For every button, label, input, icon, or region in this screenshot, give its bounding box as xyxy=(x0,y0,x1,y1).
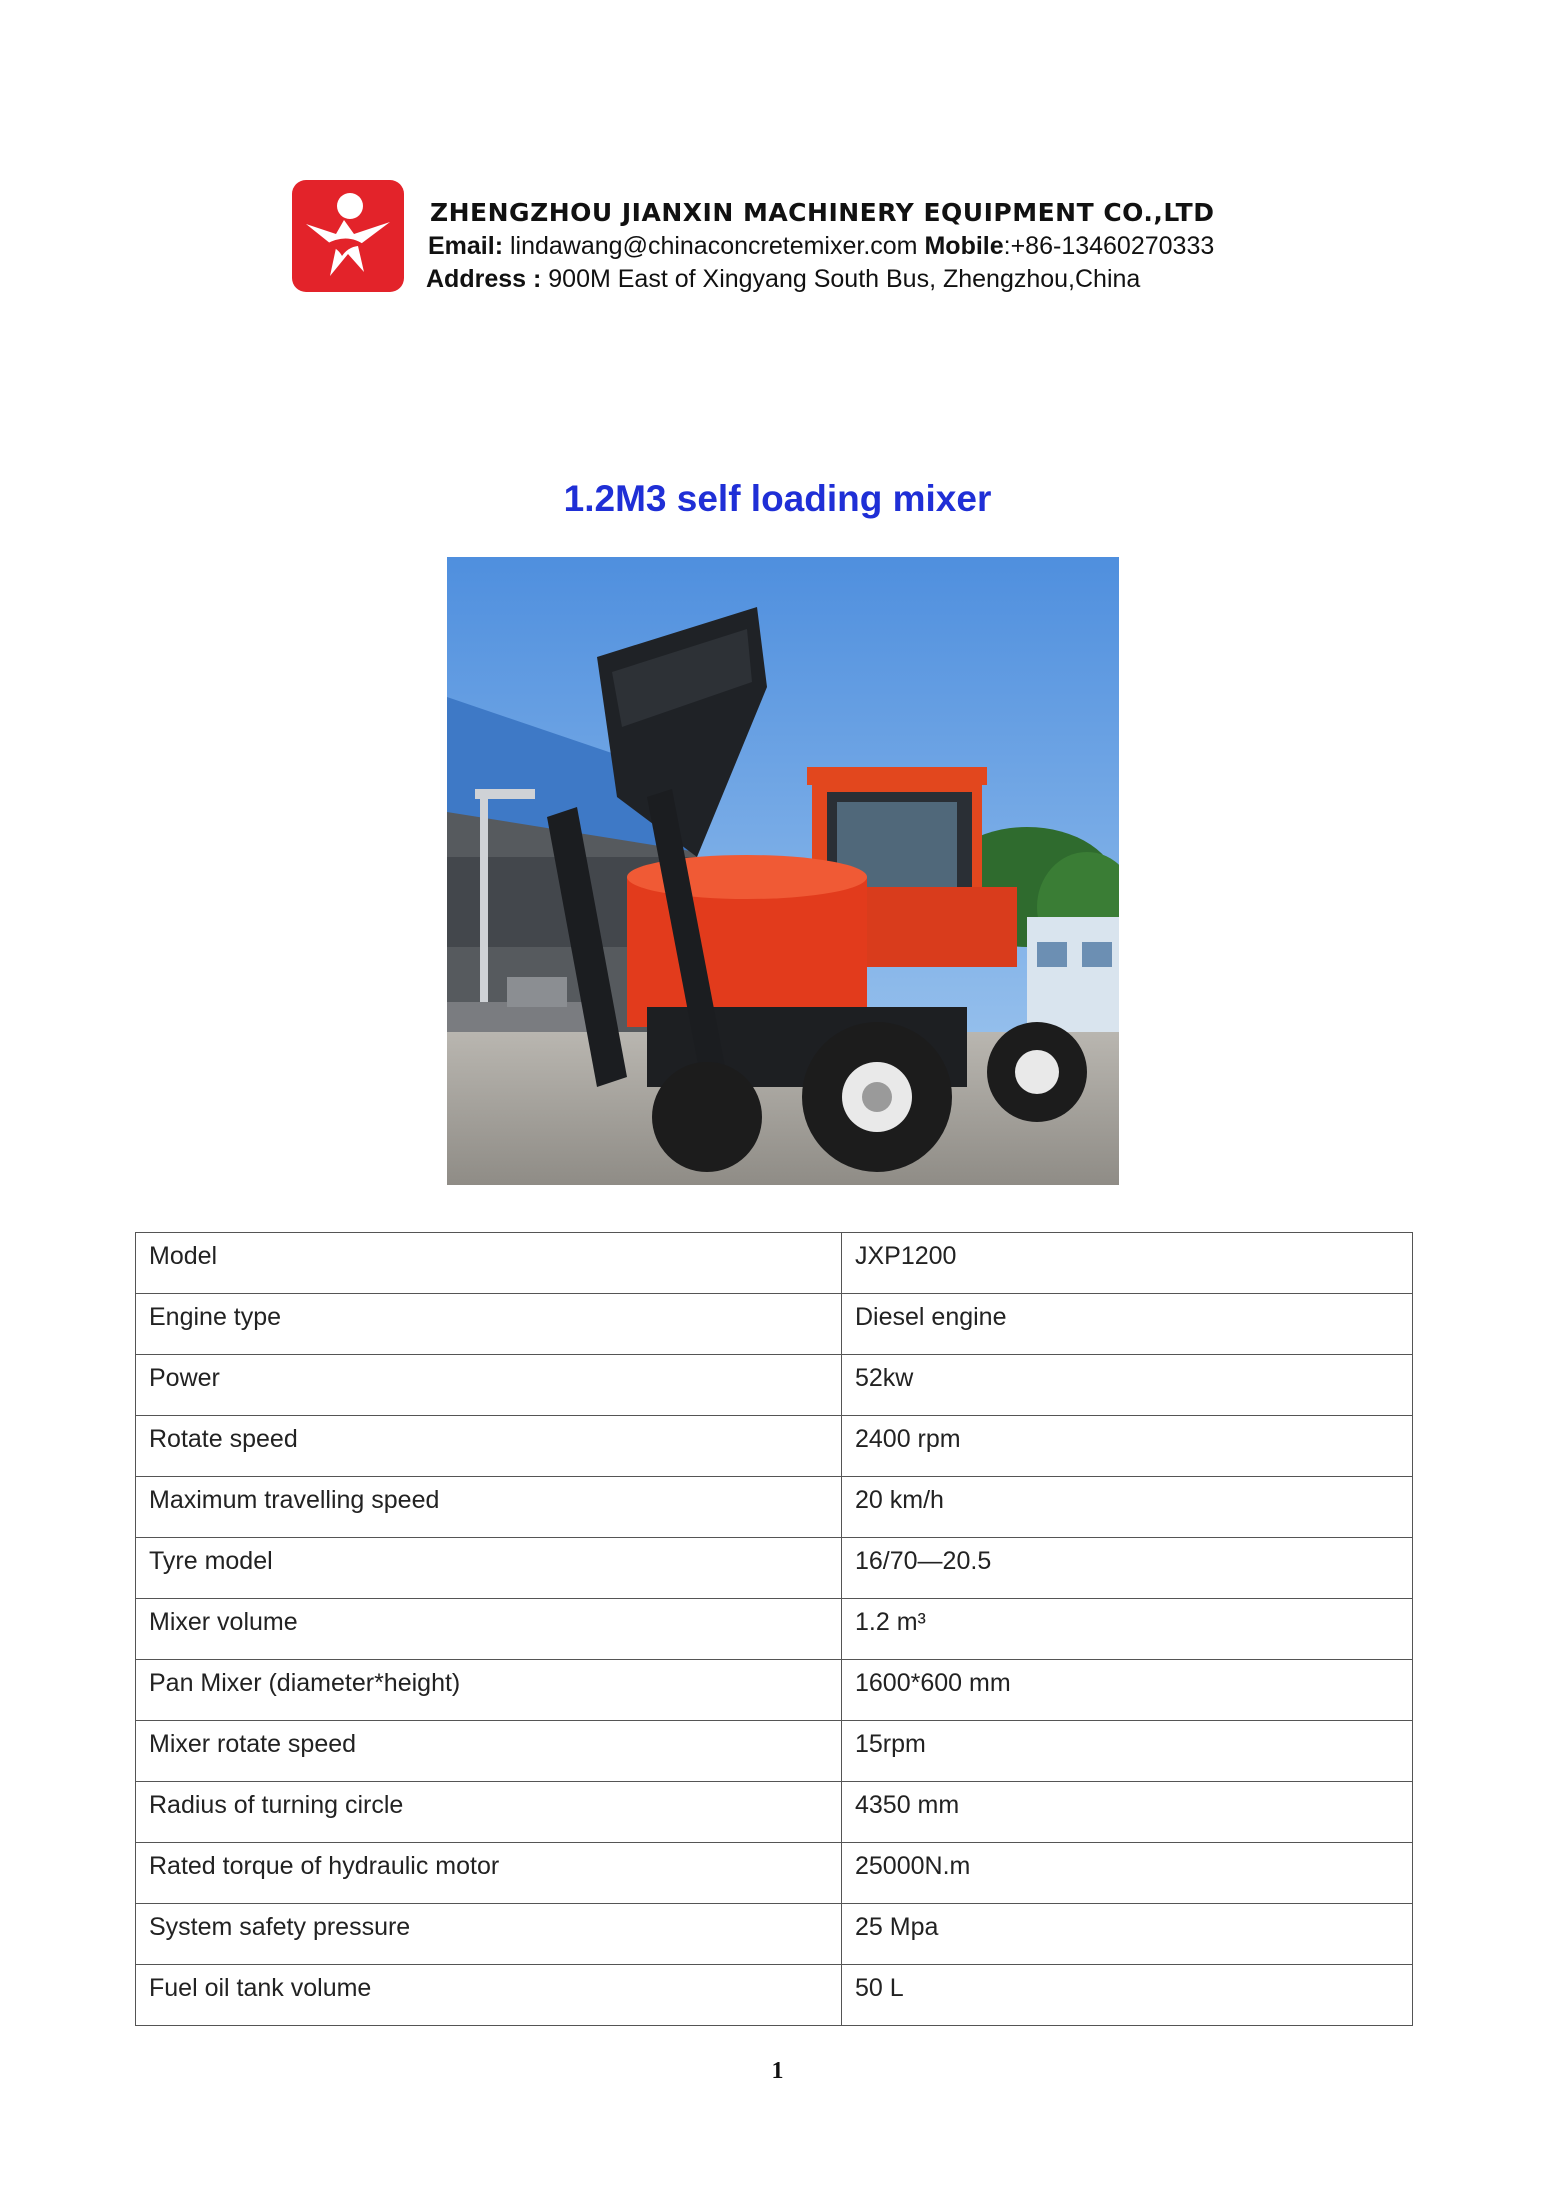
spec-value: 2400 rpm xyxy=(842,1416,1413,1477)
table-row xyxy=(136,1294,1413,1355)
table-row xyxy=(136,1538,1413,1599)
company-name: ZHENGZHOU JIANXIN MACHINERY EQUIPMENT CO.,LTD xyxy=(430,198,1215,227)
spec-value: 16/70—20.5 xyxy=(842,1538,1413,1599)
spec-value: 25 Mpa xyxy=(842,1904,1413,1965)
spec-parameter: Rated torque of hydraulic motor xyxy=(136,1843,842,1904)
table-row xyxy=(136,1965,1413,2026)
spec-parameter: Rotate speed xyxy=(136,1416,842,1477)
spec-parameter: Maximum travelling speed xyxy=(136,1477,842,1538)
spec-parameter: Power xyxy=(136,1355,842,1416)
page-number: 1 xyxy=(771,2058,784,2084)
spec-value: 15rpm xyxy=(842,1721,1413,1782)
email-label: Email: xyxy=(428,232,504,260)
spec-value: 1600*600 mm xyxy=(842,1660,1413,1721)
table-row xyxy=(136,1782,1413,1843)
table-row xyxy=(136,1416,1413,1477)
company-logo-icon xyxy=(292,180,404,292)
spec-parameter: Tyre model xyxy=(136,1538,842,1599)
page-title: 1.2M3 self loading mixer xyxy=(563,478,992,519)
spec-parameter: Engine type xyxy=(136,1294,842,1355)
address-text: 900M East of Xingyang South Bus, Zhengzhou,China xyxy=(548,265,1141,293)
spec-parameter: Model xyxy=(136,1233,842,1294)
table-row xyxy=(136,1721,1413,1782)
self-loading-mixer-photo xyxy=(447,557,1119,1185)
table-row xyxy=(136,1599,1413,1660)
table-row xyxy=(136,1355,1413,1416)
spec-value: 20 km/h xyxy=(842,1477,1413,1538)
email-address: lindawang@chinaconcretemixer.com xyxy=(509,232,918,260)
mobile-label: Mobile xyxy=(924,232,1004,260)
spec-parameter: Mixer rotate speed xyxy=(136,1721,842,1782)
address-label: Address : xyxy=(426,265,542,293)
spec-parameter: System safety pressure xyxy=(136,1904,842,1965)
spec-value: 4350 mm xyxy=(842,1782,1413,1843)
table-row xyxy=(136,1904,1413,1965)
table-row xyxy=(136,1843,1413,1904)
spec-value: 52kw xyxy=(842,1355,1413,1416)
specification-table xyxy=(135,1232,1413,2026)
spec-value: 50 L xyxy=(842,1965,1413,2026)
table-row xyxy=(136,1660,1413,1721)
spec-parameter: Fuel oil tank volume xyxy=(136,1965,842,2026)
table-row xyxy=(136,1233,1413,1294)
letterhead xyxy=(292,180,1292,295)
spec-value: 1.2 m³ xyxy=(842,1599,1413,1660)
address-line xyxy=(426,265,1140,294)
spec-parameter: Pan Mixer (diameter*height) xyxy=(136,1660,842,1721)
table-row xyxy=(136,1477,1413,1538)
spec-parameter: Radius of turning circle xyxy=(136,1782,842,1843)
spec-value: 25000N.m xyxy=(842,1843,1413,1904)
spec-value: JXP1200 xyxy=(842,1233,1413,1294)
spec-parameter: Mixer volume xyxy=(136,1599,842,1660)
mobile-number: :+86-13460270333 xyxy=(1003,232,1215,260)
contact-line xyxy=(428,232,1214,261)
spec-value: Diesel engine xyxy=(842,1294,1413,1355)
